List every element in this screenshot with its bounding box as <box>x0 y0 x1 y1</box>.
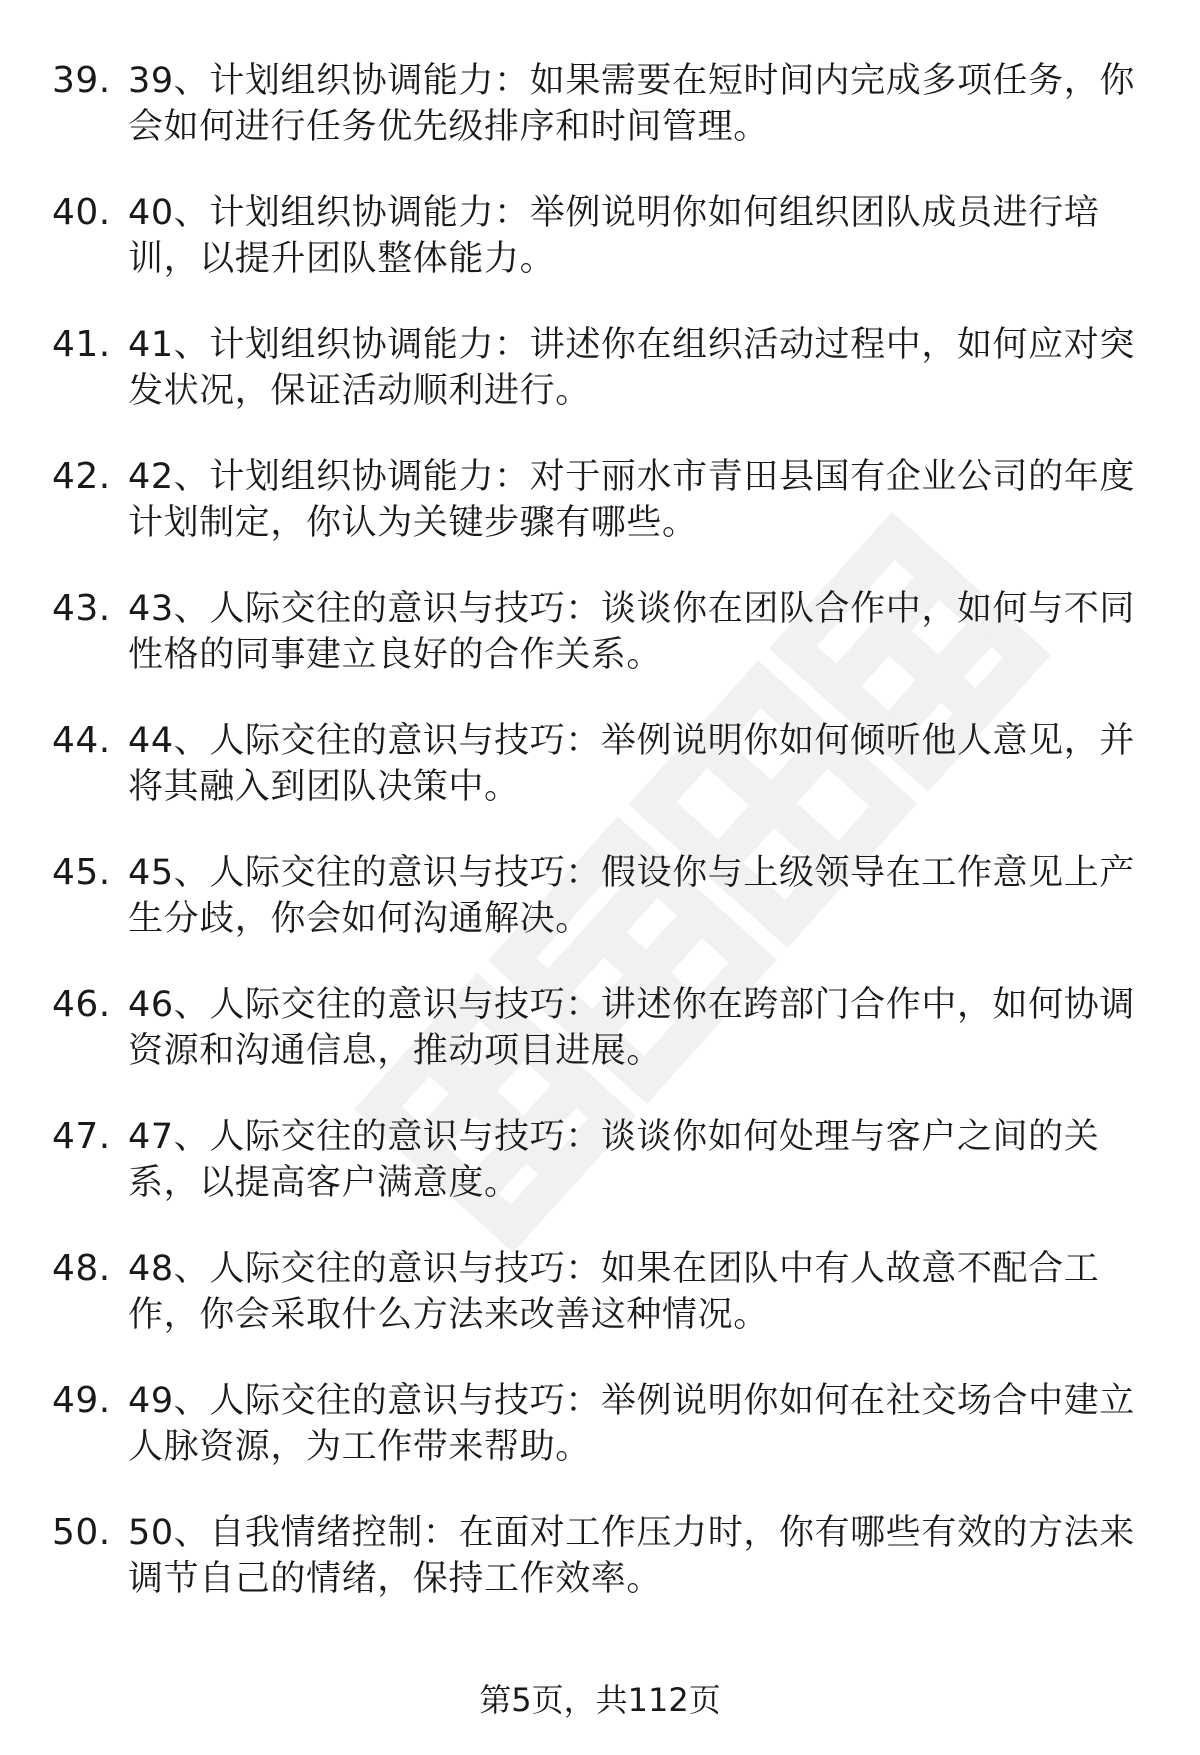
item-number: 45. <box>52 852 111 893</box>
list-item <box>52 982 1152 1074</box>
item-number: 40. <box>52 192 111 233</box>
item-number: 48. <box>52 1248 111 1289</box>
list-item <box>52 850 1152 942</box>
item-text: 43、人际交往的意识与技巧：谈谈你在团队合作中，如何与不同性格的同事建立良好的合作关系。 <box>128 589 1135 675</box>
list-item <box>52 1114 1152 1206</box>
item-text: 48、人际交往的意识与技巧：如果在团队中有人故意不配合工作，你会采取什么方法来改善这种情况。 <box>128 1249 1100 1335</box>
item-text: 46、人际交往的意识与技巧：讲述你在跨部门合作中，如何协调资源和沟通信息，推动项目进展。 <box>128 985 1135 1071</box>
item-text: 44、人际交往的意识与技巧：举例说明你如何倾听他人意见，并将其融入到团队决策中。 <box>128 721 1135 807</box>
item-number: 50. <box>52 1512 111 1553</box>
list-item <box>52 718 1152 810</box>
item-text: 42、计划组织协调能力：对于丽水市青田县国有企业公司的年度计划制定，你认为关键步骤有哪些。 <box>128 457 1135 543</box>
item-text: 49、人际交往的意识与技巧：举例说明你如何在社交场合中建立人脉资源，为工作带来帮助。 <box>128 1381 1135 1467</box>
list-item <box>52 454 1152 546</box>
item-text: 45、人际交往的意识与技巧：假设你与上级领导在工作意见上产生分歧，你会如何沟通解决。 <box>128 853 1135 939</box>
page-number-footer: 第5页，共112页 <box>479 1681 721 1719</box>
item-text: 40、计划组织协调能力：举例说明你如何组织团队成员进行培训，以提升团队整体能力。 <box>128 193 1100 279</box>
item-number: 43. <box>52 588 111 629</box>
item-number: 42. <box>52 456 111 497</box>
item-number: 41. <box>52 324 111 365</box>
item-number: 47. <box>52 1116 111 1157</box>
item-text: 41、计划组织协调能力：讲述你在组织活动过程中，如何应对突发状况，保证活动顺利进行。 <box>128 325 1135 411</box>
list-item <box>52 1510 1152 1602</box>
list-item <box>52 190 1152 282</box>
list-item <box>52 1246 1152 1338</box>
item-number: 44. <box>52 720 111 761</box>
item-number: 39. <box>52 60 111 101</box>
list-item <box>52 58 1152 150</box>
list-item <box>52 1378 1152 1470</box>
item-text: 47、人际交往的意识与技巧：谈谈你如何处理与客户之间的关系，以提高客户满意度。 <box>128 1117 1100 1203</box>
list-item <box>52 586 1152 678</box>
question-list <box>52 58 1152 1642</box>
item-text: 39、计划组织协调能力：如果需要在短时间内完成多项任务，你会如何进行任务优先级排序和时间管理。 <box>128 61 1135 147</box>
list-item <box>52 322 1152 414</box>
item-text: 50、自我情绪控制：在面对工作压力时，你有哪些有效的方法来调节自己的情绪，保持工作效率。 <box>128 1513 1135 1599</box>
item-number: 46. <box>52 984 111 1025</box>
item-number: 49. <box>52 1380 111 1421</box>
